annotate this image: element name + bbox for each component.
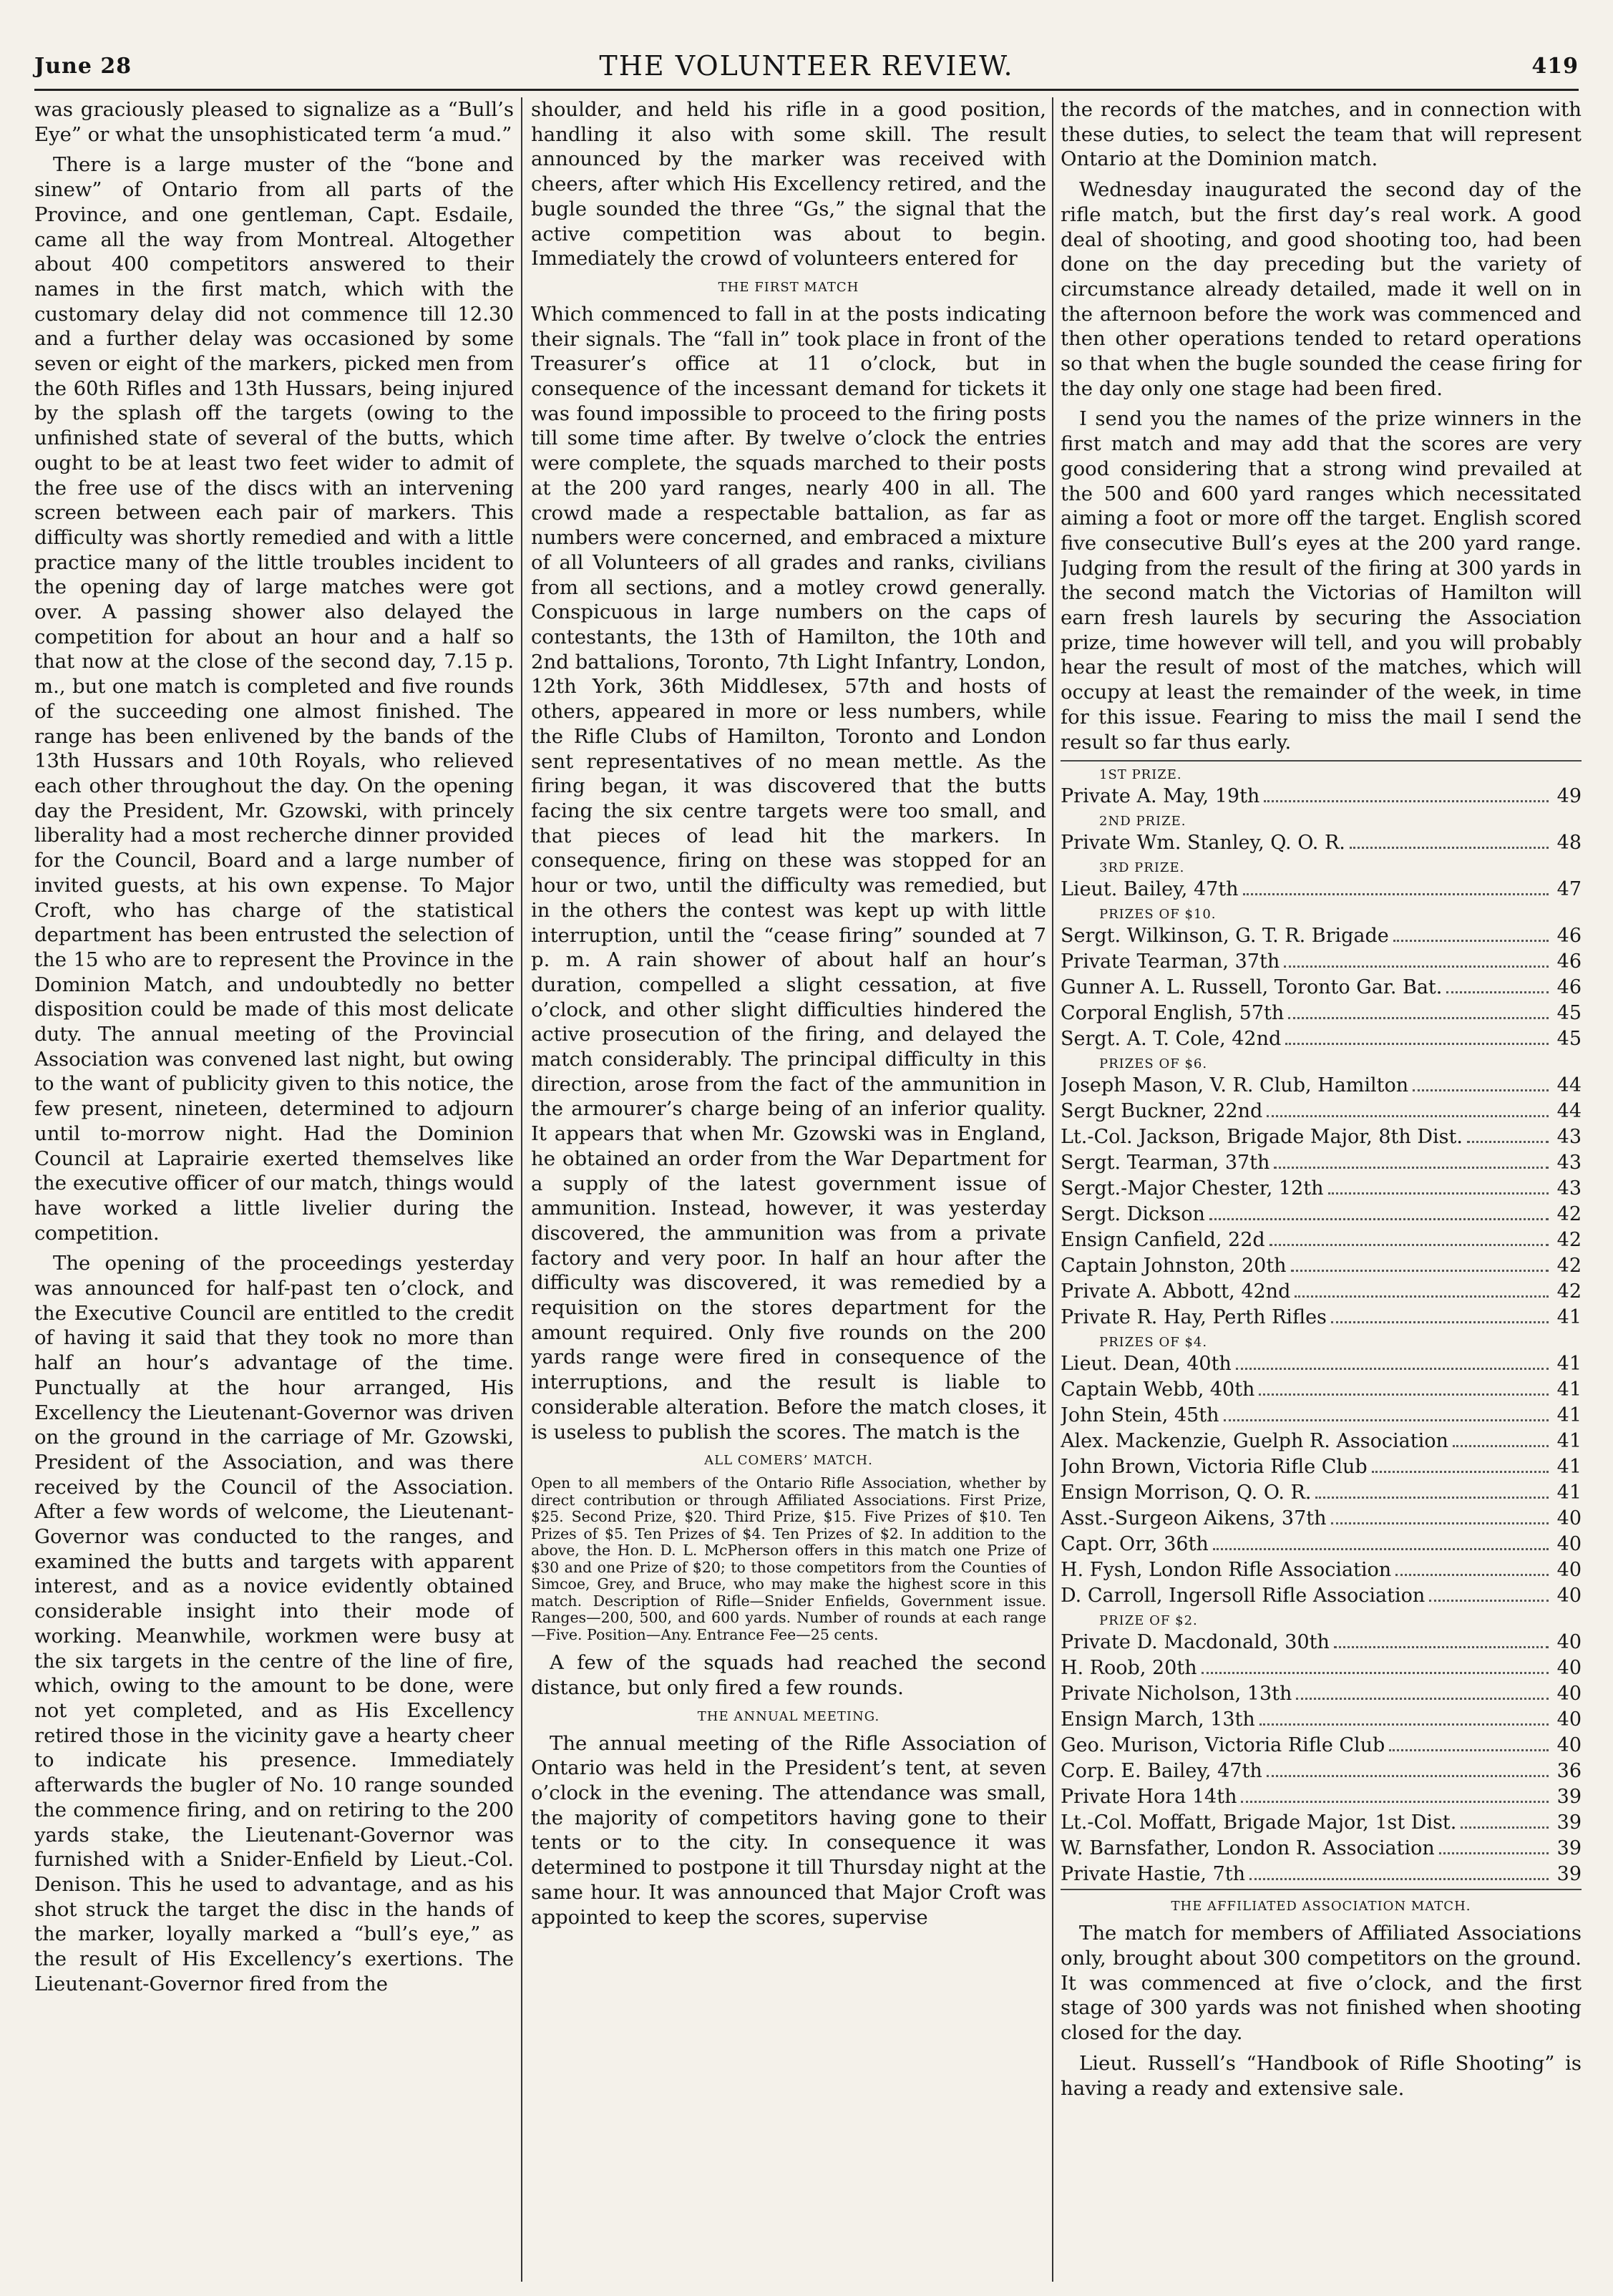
winner-score: 40 <box>1556 1734 1582 1757</box>
prize-row <box>1061 1862 1582 1887</box>
prize-row <box>1061 1026 1582 1052</box>
winner-score: 45 <box>1556 1028 1582 1051</box>
paragraph: The annual meeting of the Rifle Association of Ontario was held in the President’s tent, at seven o’clock in the evening. The attendance was small, the majority of competitors having gone to their tents or to the city. In consequence it was determined to postpone it till Thursday night at the same hour. It was announced that Major Croft was appointed to keep the scores, supervise <box>531 1731 1046 1929</box>
section-heading: THE FIRST MATCH <box>718 279 859 295</box>
winner-score: 39 <box>1556 1786 1582 1809</box>
winner-score: 43 <box>1556 1126 1582 1149</box>
winner-name: Captain Webb, 40th <box>1061 1378 1255 1401</box>
paragraph: The match for members of Affiliated Associations only, brought about 300 competitors on the ground. It was commenced at five o’clock, and the first stage of 300 yards was not finished when shooting closed for the day. <box>1061 1922 1582 2045</box>
winner-name: Private Hastie, 7th <box>1061 1863 1246 1886</box>
dot-leader <box>1213 1548 1549 1550</box>
winner-name: Ensign Canfield, 22d <box>1061 1229 1265 1252</box>
dot-leader <box>1334 1646 1549 1648</box>
winner-score: 43 <box>1556 1152 1582 1174</box>
winner-name: Private Wm. Stanley, Q. O. R. <box>1061 832 1345 855</box>
dot-leader <box>1389 1749 1549 1751</box>
winner-score: 40 <box>1556 1683 1582 1706</box>
column-2 <box>531 97 1046 2282</box>
prize-row <box>1061 1202 1582 1227</box>
prize-row <box>1061 1001 1582 1026</box>
prize-row <box>1061 1583 1582 1609</box>
prize-heading: PRIZES OF $6. <box>1099 1056 1208 1072</box>
prize-row <box>1061 830 1582 856</box>
winner-score: 41 <box>1556 1430 1582 1453</box>
winner-name: Private A. Abbott, 42nd <box>1061 1280 1291 1303</box>
prize-row <box>1061 1759 1582 1784</box>
winner-score: 47 <box>1556 878 1582 901</box>
dot-leader <box>1467 1141 1549 1143</box>
winner-name: Sergt.-Major Chester, 12th <box>1061 1177 1324 1200</box>
dot-leader <box>1267 1115 1549 1117</box>
winner-score: 43 <box>1556 1177 1582 1200</box>
section-heading: THE AFFILIATED ASSOCIATION MATCH. <box>1171 1899 1471 1915</box>
paragraph: There is a large muster of the “bone and sinew” of Ontario from all parts of the Province, and one gentleman, Capt. Esdaile, came all the way from Montreal. Altogether about 400 competitors answered to their names in the first match, which with the customary delay did not commence till 12.30 and a further delay was occasioned by some seven or eight of the markers, picked men from the 60th Rifles and 13th Hussars, being injured by the splash off the targets (owing to the unfinished state of several of the butts, which ought to be at least two feet wider to admit of the free use of the discs with an intervening screen between each pair of markers. This difficulty was shortly remedied and with a little practice many of the little troubles incident to the opening day of large matches were got over. A passing shower also delayed the competition for about an hour and a half so that now at the close of the second day, 7.15 p. m., but one match is completed and five rounds of the succeeding one almost finished. The range has been enlivened by the bands of the 13th Hussars and 10th Royals, who relieved each other throughout the day. On the opening day the President, Mr. Gzowski, with princely liberality had a most recherche dinner provided for the Council, Board and a large number of invited guests, at his own expense. To Major Croft, who has charge of the statistical department has been entrusted the selection of the 15 who are to represent the Province in the Dominion Match, and undoubtedly no better disposition could be made of this most delicate duty. The annual meeting of the Provincial Association was convened last night, but owing to the want of publicity given to this notice, the few present, nineteen, determined to adjourn until to-morrow night. Had the Dominion Council at Laprairie exerted themselves like the executive officer of our match, things would have worked a little livelier during the competition. <box>34 153 514 1245</box>
column-divider-1 <box>521 97 522 2282</box>
winner-name: Corp. E. Bailey, 47th <box>1061 1760 1262 1783</box>
section-heading: ALL COMERS’ MATCH. <box>704 1453 873 1469</box>
dot-leader <box>1264 800 1549 802</box>
winner-name: Geo. Murison, Victoria Rifle Club <box>1061 1734 1385 1757</box>
dot-leader <box>1285 1043 1549 1045</box>
winner-score: 44 <box>1556 1074 1582 1097</box>
prize-row <box>1061 1836 1582 1862</box>
publication-title: THE VOLUNTEER REVIEW. <box>599 50 1014 82</box>
header-rule <box>34 89 1579 91</box>
dot-leader <box>1267 1775 1549 1777</box>
prize-row <box>1061 923 1582 949</box>
dot-leader <box>1224 1419 1549 1421</box>
winner-score: 39 <box>1556 1811 1582 1834</box>
paragraph: the records of the matches, and in connection with these duties, to select the team that will represent Ontario at the Dominion match. <box>1061 98 1582 171</box>
winner-score: 42 <box>1556 1280 1582 1303</box>
winner-score: 42 <box>1556 1229 1582 1252</box>
winner-score: 41 <box>1556 1482 1582 1504</box>
winner-name: Private A. May, 19th <box>1061 785 1260 808</box>
dot-leader <box>1259 1723 1549 1726</box>
winner-name: D. Carroll, Ingersoll Rifle Association <box>1061 1585 1426 1607</box>
dot-leader <box>1284 965 1549 968</box>
winner-name: Private Tearman, 37th <box>1061 950 1280 973</box>
winner-name: Captain Johnston, 20th <box>1061 1255 1287 1278</box>
winner-name: John Stein, 45th <box>1061 1404 1219 1427</box>
prize-heading: PRIZES OF $4. <box>1099 1335 1208 1351</box>
winner-name: Alex. Mackenzie, Guelph R. Association <box>1061 1430 1448 1453</box>
prize-row <box>1061 784 1582 809</box>
prize-row <box>1061 1099 1582 1124</box>
prize-row <box>1061 1150 1582 1176</box>
dot-leader <box>1446 991 1549 993</box>
prize-row <box>1061 1377 1582 1403</box>
dot-leader <box>1350 847 1549 849</box>
winner-name: Ensign Morrison, Q. O. R. <box>1061 1482 1312 1504</box>
prize-row <box>1061 1681 1582 1707</box>
prize-heading: 1ST PRIZE. <box>1099 767 1182 783</box>
paragraph: shoulder, and held his rifle in a good position, handling it also with some skill. The result announced by the marker was received with cheers, after which His Excellency retired, and the bugle sounded the three “Gs,” the signal that the active competition was about to begin. Immediately the crowd of volunteers entered for <box>531 98 1046 271</box>
winner-score: 41 <box>1556 1404 1582 1427</box>
winner-score: 36 <box>1556 1760 1582 1783</box>
winner-name: W. Barnsfather, London R. Association <box>1061 1837 1435 1860</box>
prize-heading: 3RD PRIZE. <box>1099 860 1185 876</box>
page-number: 419 <box>1531 53 1579 79</box>
prize-row <box>1061 1403 1582 1429</box>
winner-score: 40 <box>1556 1708 1582 1731</box>
winner-name: Lieut. Bailey, 47th <box>1061 878 1239 901</box>
winner-name: Capt. Orr, 36th <box>1061 1533 1209 1556</box>
prize-row <box>1061 949 1582 975</box>
dot-leader <box>1243 893 1549 895</box>
section-heading: THE ANNUAL MEETING. <box>697 1708 880 1724</box>
winner-score: 40 <box>1556 1507 1582 1530</box>
winner-name: H. Roob, 20th <box>1061 1657 1197 1680</box>
prize-row <box>1061 1733 1582 1759</box>
winner-name: Lt.-Col. Jackson, Brigade Major, 8th Dist. <box>1061 1126 1463 1149</box>
winner-score: 40 <box>1556 1585 1582 1607</box>
dot-leader <box>1372 1471 1549 1473</box>
dot-leader <box>1331 1321 1549 1323</box>
prize-row <box>1061 1351 1582 1377</box>
dot-leader <box>1439 1852 1549 1854</box>
prize-row <box>1061 1810 1582 1836</box>
paragraph: I send you the names of the prize winners in the first match and may add that the scores are very good considering that a strong wind prevailed at the 500 and 600 yard ranges which necessitated aiming a foot or more off the target. English scored five consecutive Bull’s eyes at the 200 yard range. Judging from the result of the firing at 300 yards in the second match the Victorias of Hamilton will earn fresh laurels by securing the Association prize, time however will tell, and you will probably hear the result of most of the matches, which will occupy at least the remainder of the week, in time for this issue. Fearing to miss the mail I send the result so far thus early. <box>1061 407 1582 754</box>
winner-name: Lieut. Dean, 40th <box>1061 1353 1232 1376</box>
winner-score: 41 <box>1556 1378 1582 1401</box>
prize-row <box>1061 1305 1582 1331</box>
winner-score: 46 <box>1556 950 1582 973</box>
prize-row <box>1061 1176 1582 1202</box>
page-header <box>34 43 1579 89</box>
winner-score: 41 <box>1556 1456 1582 1479</box>
column-3 <box>1061 97 1582 2282</box>
paragraph: A few of the squads had reached the second distance, but only fired a few rounds. <box>531 1651 1046 1699</box>
winner-score: 41 <box>1556 1353 1582 1376</box>
prize-row <box>1061 1124 1582 1150</box>
winner-name: Asst.-Surgeon Aikens, 37th <box>1061 1507 1327 1530</box>
winner-score: 46 <box>1556 925 1582 948</box>
winner-name: John Brown, Victoria Rifle Club <box>1061 1456 1368 1479</box>
prize-row <box>1061 1532 1582 1557</box>
winner-score: 42 <box>1556 1255 1582 1278</box>
dot-leader <box>1274 1167 1549 1169</box>
column-divider-2 <box>1052 97 1053 2282</box>
dot-leader <box>1461 1826 1549 1829</box>
column-1 <box>34 97 514 2282</box>
prize-row <box>1061 1784 1582 1810</box>
winner-score: 40 <box>1556 1533 1582 1556</box>
winner-name: Corporal English, 57th <box>1061 1002 1285 1025</box>
dot-leader <box>1413 1089 1549 1091</box>
winner-name: Private Nicholson, 13th <box>1061 1683 1292 1706</box>
dot-leader <box>1241 1801 1549 1803</box>
prize-row <box>1061 1480 1582 1506</box>
dot-leader <box>1259 1393 1549 1396</box>
winner-score: 45 <box>1556 1002 1582 1025</box>
winner-score: 39 <box>1556 1863 1582 1886</box>
prize-row <box>1061 1557 1582 1583</box>
winner-name: Gunner A. L. Russell, Toronto Gar. Bat. <box>1061 976 1443 999</box>
prize-row <box>1061 1506 1582 1532</box>
paragraph: The opening of the proceedings yesterday was announced for half-past ten o’clock, and the Executive Council are entitled to the credit of having it said that they took no more than half an hour’s advantage of the time. Punctually at the hour arranged, His Excellency the Lieutenant-Governor was driven on the ground in the carriage of Mr. Gzowski, President of the Association, and was there received by the Council of the Association. After a few words of welcome, the Lieutenant-Governor was conducted to the ranges, and examined the butts and targets with apparent interest, and as a novice evidently obtained considerable insight into their mode of working. Meanwhile, workmen were busy at the six targets in the centre of the line of fire, which, owing to the amount to be done, were not yet completed, and as His Excellency retired those in the vicinity gave a hearty cheer to indicate his presence. Immediately afterwards the bugler of No. 10 range sounded the commence firing, and on retiring to the 200 yards stake, the Lieutenant-Governor was furnished with a Snider-Enfield by Lieut.-Col. Denison. This he used to advantage, and as his shot struck the target the disc in the hands of the marker, loyally marked a “bull’s eye,” as the result of His Excellency’s exertions. The Lieutenant-Governor fired from the <box>34 1252 514 1995</box>
prize-row <box>1061 1454 1582 1480</box>
dot-leader <box>1453 1445 1549 1447</box>
winner-score: 40 <box>1556 1657 1582 1680</box>
winner-score: 40 <box>1556 1559 1582 1582</box>
winner-name: Private R. Hay, Perth Rifles <box>1061 1306 1327 1329</box>
match-conditions-notice: Open to all members of the Ontario Rifle Association, whether by direct contribution or through Affiliated Associations. First Prize, $25. Second Prize, $20. Third Prize, $15. Five Prizes of $10. Ten Prizes of $5. Ten Prizes of $4. Ten Prizes of $2. In addition to the above, the Hon. D. L. McPherson offers in this match one Prize of $30 and one Prize of $20; to those competitors from the Counties of Simcoe, Grey, and Bruce, who may make the highest score in this match. Description of Rifle—Snider Enfields, Government issue. Ranges—200, 500, and 600 yards. Number of rounds at each range—Five. Position—Any. Entrance Fee—25 cents. <box>531 1474 1046 1643</box>
prize-row <box>1061 1429 1582 1454</box>
dot-leader <box>1296 1698 1549 1700</box>
winner-score: 41 <box>1556 1306 1582 1329</box>
dot-leader <box>1295 1295 1549 1298</box>
winner-score: 42 <box>1556 1203 1582 1226</box>
winner-name: Joseph Mason, V. R. Club, Hamilton <box>1061 1074 1409 1097</box>
prize-row <box>1061 1073 1582 1099</box>
prize-winners-list <box>1061 760 1582 1890</box>
winner-name: Sergt. Dickson <box>1061 1203 1205 1226</box>
dot-leader <box>1236 1368 1549 1370</box>
dot-leader <box>1202 1672 1549 1674</box>
prize-row <box>1061 1253 1582 1279</box>
prize-heading: PRIZES OF $10. <box>1099 907 1217 923</box>
paragraph: was graciously pleased to signalize as a “Bull’s Eye” or what the unsophisticated term ‘a mud.” <box>34 98 514 146</box>
prize-row <box>1061 1655 1582 1681</box>
winner-name: Lt.-Col. Moffatt, Brigade Major, 1st Dist. <box>1061 1811 1457 1834</box>
dot-leader <box>1429 1600 1549 1602</box>
winner-name: Sergt. A. T. Cole, 42nd <box>1061 1028 1282 1051</box>
dot-leader <box>1288 1017 1549 1019</box>
winner-name: Sergt Buckner, 22nd <box>1061 1100 1263 1123</box>
prize-row <box>1061 1630 1582 1655</box>
winner-score: 46 <box>1556 976 1582 999</box>
dot-leader <box>1315 1497 1549 1499</box>
winner-name: Private Hora 14th <box>1061 1786 1237 1809</box>
dot-leader <box>1331 1522 1549 1524</box>
winner-name: Sergt. Tearman, 37th <box>1061 1152 1270 1174</box>
winner-score: 49 <box>1556 785 1582 808</box>
prize-heading: PRIZE OF $2. <box>1099 1613 1198 1629</box>
winner-name: H. Fysh, London Rifle Association <box>1061 1559 1392 1582</box>
dot-leader <box>1395 1574 1549 1576</box>
dot-leader <box>1270 1244 1549 1246</box>
winner-name: Sergt. Wilkinson, G. T. R. Brigade <box>1061 925 1389 948</box>
prize-heading: 2ND PRIZE. <box>1099 814 1186 830</box>
prize-row <box>1061 1227 1582 1253</box>
prize-row <box>1061 975 1582 1001</box>
winner-score: 40 <box>1556 1631 1582 1654</box>
header-date: June 28 <box>34 53 132 79</box>
paragraph: Wednesday inaugurated the second day of the rifle match, but the first day’s real work. A good deal of shooting, and good shooting too, had been done on the day preceding but the variety of circumstance already detailed, made it well on in the afternoon before the work was commenced and then other operations tended to retard operations so that when the bugle sounded the cease firing for the day only one stage had been fired. <box>1061 178 1582 400</box>
dot-leader <box>1209 1218 1549 1220</box>
winner-score: 44 <box>1556 1100 1582 1123</box>
winner-score: 48 <box>1556 832 1582 855</box>
dot-leader <box>1291 1270 1549 1272</box>
prize-row <box>1061 1279 1582 1305</box>
prize-row <box>1061 1707 1582 1733</box>
paragraph: Lieut. Russell’s “Handbook of Rifle Shooting” is having a ready and extensive sale. <box>1061 2051 1582 2100</box>
paragraph: Which commenced to fall in at the posts indicating their signals. The “fall in” took place in front of the Treasurer’s office at 11 o’clock, but in consequence of the incessant demand for tickets it was found impossible to proceed to the firing posts till some time after. By twelve o’clock the entries were complete, the squads marched to their posts at the 200 yard ranges, nearly 400 in all. The crowd made a respectable battalion, as far as numbers were concerned, and embraced a mixture of all Volunteers of all grades and ranks, civilians from all sections, and a motley crowd generally. Conspicuous in large numbers on the caps of contestants, the 13th of Hamilton, the 10th and 2nd battalions, Toronto, 7th Light Infantry, London, 12th York, 36th Middlesex, 57th and hosts of others, appeared in more or less numbers, while the Rifle Clubs of Hamilton, Toronto and London sent representatives of no mean mettle. As the firing began, it was discovered that the butts facing the six centre targets were too small, and that pieces of lead hit the markers. In consequence, firing on these was stopped for an hour or two, until the difficulty was remedied, but in the others the contest was kept up with little interruption, until the “cease firing” sounded at 7 p. m. A rain shower of about half an hour’s duration, compelled a slight cessation, at five o’clock, and other slight difficulties hindered the active prosecution of the firing, and delayed the match considerably. The principal difficulty in this direction, arose from the fact of the ammunition in the armourer’s charge being of an inferior quality. It appears that when Mr. Gzowski was in England, he obtained an order from the War Department for a supply of the latest government issue of ammunition. Instead, however, it was yesterday discovered, the ammunition was from a private factory and very poor. In half an hour after the difficulty was discovered, it was remedied by a requisition on the stores department for the amount required. Only five rounds on the 200 yards range were fired in consequence of the interruptions, and the result is liable to considerable alteration. Before the match closes, it is useless to publish the scores. The match is the <box>531 302 1046 1444</box>
winner-name: Private D. Macdonald, 30th <box>1061 1631 1330 1654</box>
winner-score: 39 <box>1556 1837 1582 1860</box>
dot-leader <box>1249 1878 1549 1880</box>
prize-row <box>1061 877 1582 903</box>
dot-leader <box>1328 1192 1549 1195</box>
dot-leader <box>1393 940 1549 942</box>
winner-name: Ensign March, 13th <box>1061 1708 1255 1731</box>
